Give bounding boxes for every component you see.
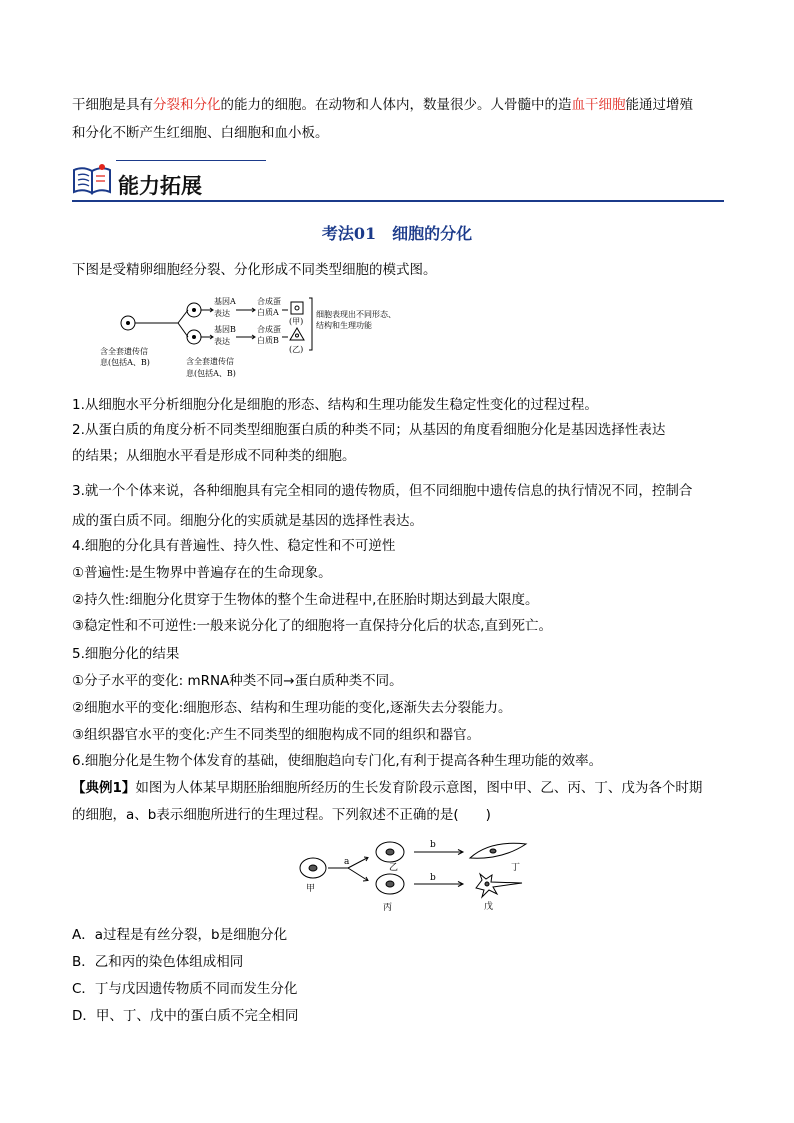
fig1-synth-a2: 白质A — [257, 308, 279, 317]
header-rule — [72, 200, 724, 202]
open-book-icon — [72, 162, 112, 196]
example-text: 如图为人体某早期胚胎细胞所经历的生长发育阶段示意图，图中甲、乙、丙、丁、戊为各个时期 — [135, 780, 703, 796]
point-line: 1.从细胞水平分析细胞分化是细胞的形态、结构和生理功能发生稳定性变化的过程过程。 — [72, 397, 598, 413]
point-line: 3.就一个个体来说，各种细胞具有完全相同的遗传物质，但不同细胞中遗传信息的执行情况不同，控制合 — [72, 483, 693, 499]
point-line: ①普遍性:是生物界中普遍存在的生命现象。 — [72, 565, 332, 581]
fig2-label-a: a — [344, 857, 350, 867]
fig1-gene-a: 基因A — [214, 297, 236, 306]
point-line: 的结果；从细胞水平看是形成不同种类的细胞。 — [72, 448, 356, 464]
fig2-label-b2: b — [430, 873, 436, 883]
point-line: ①分子水平的变化: mRNA种类不同→蛋白质种类不同。 — [72, 673, 403, 689]
example-tag: 【典例1】 — [72, 780, 136, 796]
fig1-express-b: 表达 — [214, 337, 230, 346]
option-b: B．乙和丙的染色体组成相同 — [72, 954, 244, 970]
point-line: 4.细胞的分化具有普遍性、持久性、稳定性和不可逆性 — [72, 538, 396, 554]
intro-line-1 — [72, 96, 724, 114]
fig1-express-a: 表达 — [214, 309, 230, 318]
fig1-note-1: 细胞表现出不同形态、 — [316, 310, 396, 319]
option-c: C．丁与戊因遗传物质不同而发生分化 — [72, 981, 298, 997]
intro-text: 干细胞是具有 — [72, 97, 153, 113]
point-line: ③稳定性和不可逆性:一般来说分化了的细胞将一直保持分化后的状态,直到死亡。 — [72, 618, 552, 634]
point-line: 成的蛋白质不同。细胞分化的实质就是基因的选择性表达。 — [72, 513, 423, 529]
fig2-label-jia: 甲 — [306, 884, 316, 894]
intro-highlight: 血干细胞 — [571, 97, 626, 113]
point-line: 2.从蛋白质的角度分析不同类型细胞蛋白质的种类不同；从基因的角度看细胞分化是基因选择性表达 — [72, 422, 666, 438]
fig1-synth-b1: 合成蛋 — [257, 325, 281, 334]
fig2-label-bing: 丙 — [383, 903, 393, 913]
point-line: 6.细胞分化是生物个体发育的基础，使细胞趋向专门化,有利于提高各种生理功能的效率。 — [72, 753, 603, 769]
fig2-label-b1: b — [430, 840, 436, 850]
intro-line-2: 和分化不断产生红细胞、白细胞和血小板。 — [72, 125, 329, 141]
intro-text: 的能力的细胞。在动物和人体内，数量很少。人骨髓中的造 — [220, 97, 572, 113]
fig1-left-caption-1: 含全套遗传信 — [100, 347, 148, 356]
fig1-label-jia: (甲) — [289, 317, 304, 326]
point-line: 5.细胞分化的结果 — [72, 646, 180, 662]
lead-text: 下图是受精卵细胞经分裂、分化形成不同类型细胞的模式图。 — [72, 262, 437, 278]
point-line: ②持久性:细胞分化贯穿于生物体的整个生命进程中,在胚胎时期达到最大限度。 — [72, 592, 539, 608]
fig1-label-yi: (乙) — [289, 345, 304, 354]
embryo-cell-diagram — [290, 834, 530, 914]
fig1-mid-caption-1: 含全套遗传信 — [186, 357, 234, 366]
fig2-label-ding: 丁 — [511, 863, 521, 873]
fig1-gene-b: 基因B — [214, 325, 236, 334]
fig1-mid-caption-2: 息(包括A、B) — [186, 369, 236, 378]
example-line-1 — [72, 779, 724, 797]
fig1-note-2: 结构和生理功能 — [316, 321, 372, 330]
fig2-label-yi: 乙 — [389, 863, 399, 873]
fig1-left-caption-2: 息(包括A、B) — [100, 358, 150, 367]
option-d: D．甲、丁、戊中的蛋白质不完全相同 — [72, 1008, 299, 1024]
header-top-rule — [116, 160, 266, 161]
intro-text: 能通过增殖 — [625, 97, 693, 113]
option-a: A．a过程是有丝分裂，b是细胞分化 — [72, 927, 288, 943]
point-line: ②细胞水平的变化:细胞形态、结构和生理功能的变化,逐渐失去分裂能力。 — [72, 700, 512, 716]
point-line: ③组织器官水平的变化:产生不同类型的细胞构成不同的组织和器官。 — [72, 727, 481, 743]
fig2-label-wu: 戊 — [484, 902, 494, 912]
section-title: 能力拓展 — [118, 174, 202, 198]
fig1-synth-b2: 白质B — [257, 336, 279, 345]
section-header — [72, 158, 724, 202]
example-line-2: 的细胞，a、b表示细胞所进行的生理过程。下列叙述不正确的是( ) — [72, 807, 491, 823]
differentiation-diagram — [100, 290, 420, 385]
fig1-synth-a1: 合成蛋 — [257, 297, 281, 306]
intro-highlight: 分裂和分化 — [153, 97, 221, 113]
kaofa-title: 考法01 细胞的分化 — [321, 224, 473, 243]
